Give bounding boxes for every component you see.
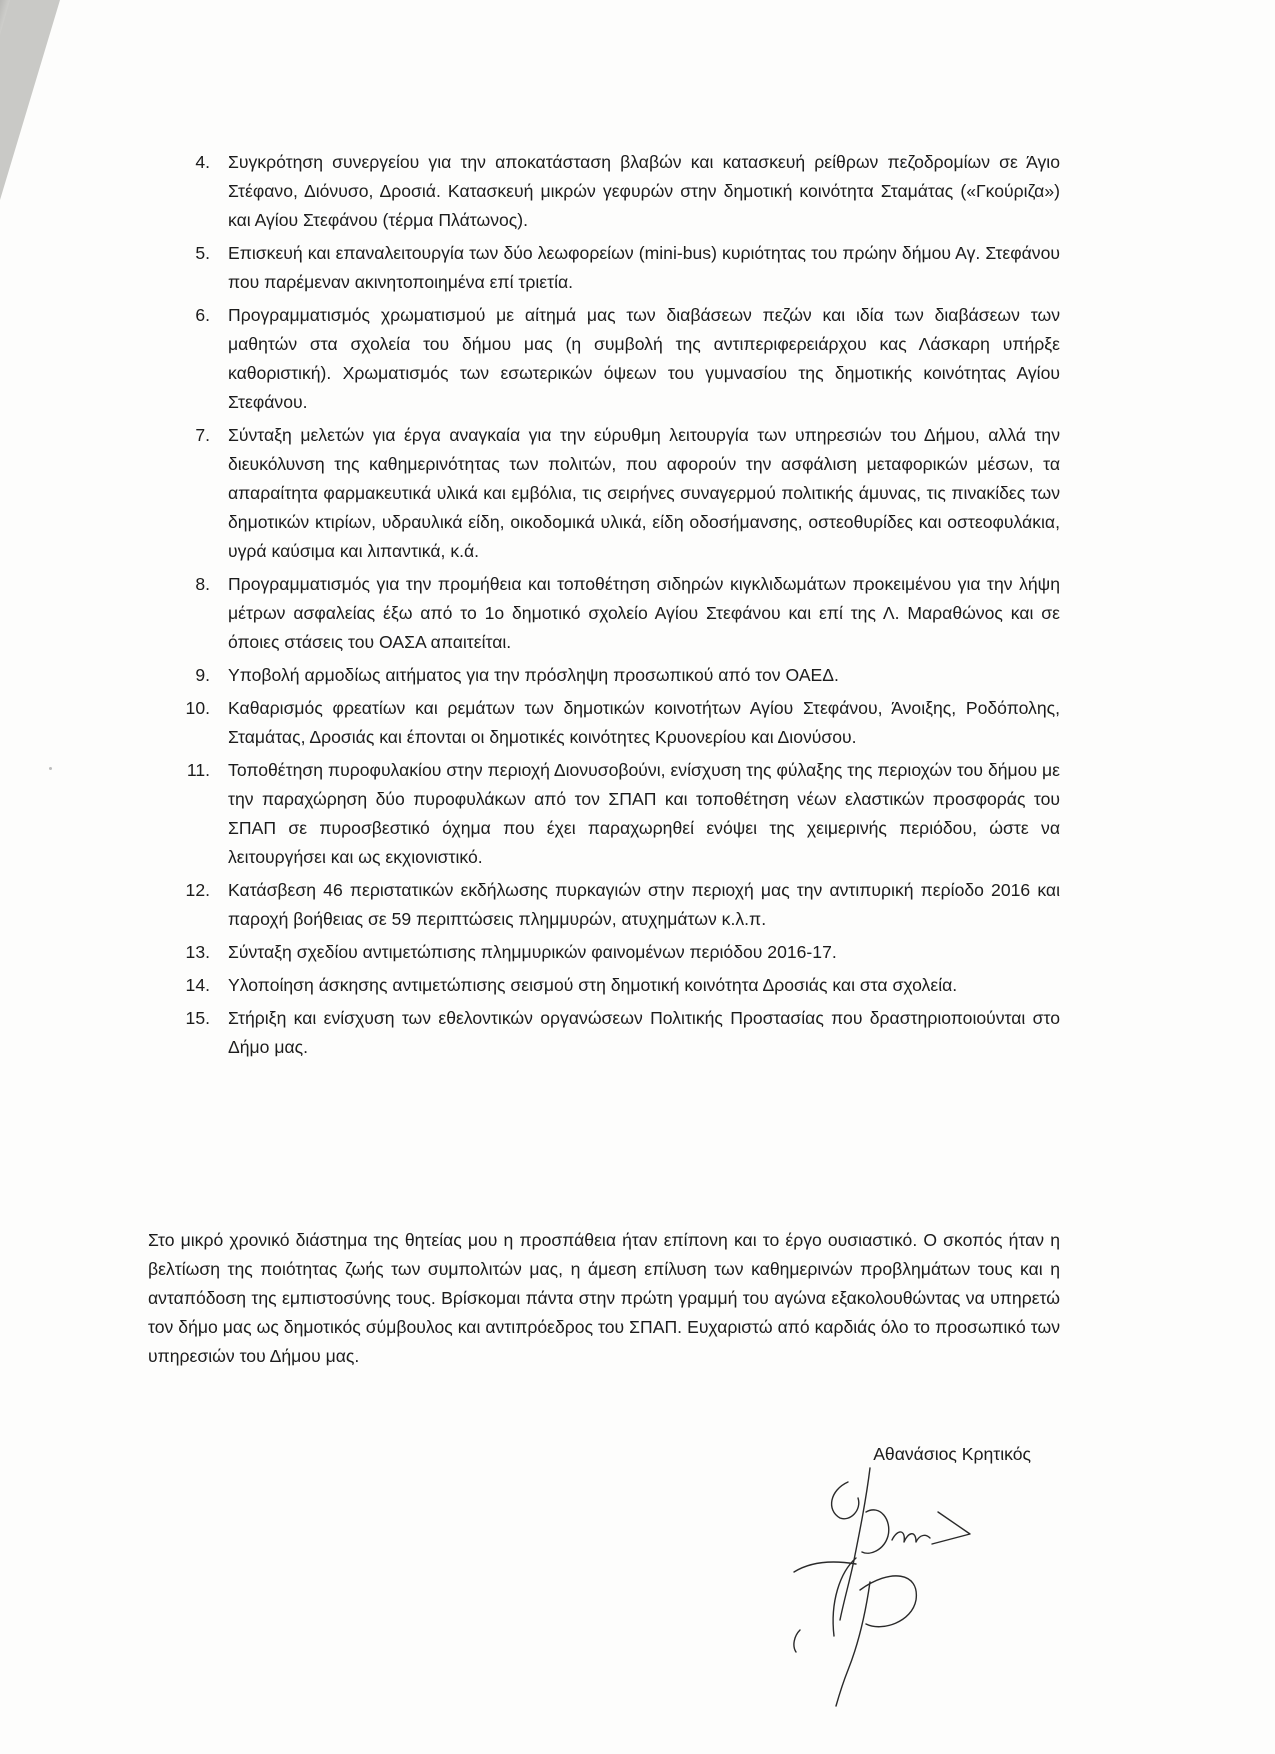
closing-paragraph: Στο μικρό χρονικό διάστημα της θητείας μου η προσπάθεια ήταν επίπονη και το έργο ουσιαστικό. Ο σκοπός ήταν η βελτίωση της ποιότητας ζωής των συμπολιτών μας, η άμεση επίλυση των καθημερινών προβλημάτων τους και η ανταπόδοση της εμπιστοσύνης τους. Βρίσκομαι πάντα στην πρώτη γραμμή του αγώνα εξακολουθώντας να υπηρετώ τον δήμο μας ως δημοτικός σύμβουλος και αντιπρόεδρος του ΣΠΑΠ. Ευχαριστώ από καρδιάς όλο το προσωπικό των υπηρεσιών του Δήμου μας. bbox=[148, 1230, 1060, 1366]
handwritten-signature bbox=[770, 1460, 1070, 1710]
list-item bbox=[148, 1004, 1060, 1062]
signatory-name: Αθανάσιος Κρητικός bbox=[873, 1444, 1031, 1464]
list-item bbox=[148, 239, 1060, 297]
item-number: 13. bbox=[185, 942, 210, 962]
item-number: 8. bbox=[195, 574, 210, 594]
item-number: 9. bbox=[195, 665, 210, 685]
item-text: Συγκρότηση συνεργείου για την αποκατάσταση βλαβών και κατασκευή ρείθρων πεζοδρομίων σε Άγιο Στέφανο, Διόνυσο, Δροσιά. Κατασκευή μικρών γεφυρών στην δημοτική κοινότητα Σταμάτας («Γκούριζα») και Αγίου Στεφάνου (τέρμα Πλάτωνος). bbox=[228, 152, 1060, 230]
item-number: 4. bbox=[195, 152, 210, 172]
item-text: Επισκευή και επαναλειτουργία των δύο λεωφορείων (mini-bus) κυριότητας του πρώην δήμου Αγ. Στεφάνου που παρέμεναν ακινητοποιημένα επί τριετία. bbox=[228, 243, 1060, 292]
list-item bbox=[148, 756, 1060, 872]
item-text: Υλοποίηση άσκησης αντιμετώπισης σεισμού στη δημοτική κοινότητα Δροσιάς και στα σχολεία. bbox=[228, 975, 958, 995]
list-item bbox=[148, 661, 1060, 690]
item-number: 11. bbox=[186, 760, 210, 780]
item-text: Καθαρισμός φρεατίων και ρεμάτων των δημοτικών κοινοτήτων Αγίου Στεφάνου, Άνοιξης, Ροδόπολης, Σταμάτας, Δροσιάς και έπονται οι δημοτικές κοινότητες Κρυονερίου και Διονύσου. bbox=[228, 698, 1060, 747]
item-text: Στήριξη και ενίσχυση των εθελοντικών οργανώσεων Πολιτικής Προστασίας που δραστηριοποιούνται στο Δήμο μας. bbox=[228, 1008, 1060, 1057]
item-number: 5. bbox=[195, 243, 210, 263]
list-item bbox=[148, 876, 1060, 934]
list-item bbox=[148, 301, 1060, 417]
item-text: Προγραμματισμός χρωματισμού με αίτημά μας των διαβάσεων πεζών και ιδία των διαβάσεων των μαθητών στα σχολεία του δήμου μας (η συμβολή της αντιπεριφερειάρχου κας Λάσκαρη υπήρξε καθοριστική). Χρωματισμός των εσωτερικών όψεων του γυμνασίου της δημοτικής κοινότητας Αγίου Στεφάνου. bbox=[228, 305, 1060, 412]
item-text: Κατάσβεση 46 περιστατικών εκδήλωσης πυρκαγιών στην περιοχή μας την αντιπυρική περίοδο 2016 και παροχή βοήθειας σε 59 περιπτώσεις πλημμυρών, ατυχημάτων κ.λ.π. bbox=[228, 880, 1060, 929]
item-number: 10. bbox=[185, 698, 210, 718]
item-text: Τοποθέτηση πυροφυλακίου στην περιοχή Διονυσοβούνι, ενίσχυση της φύλαξης της περιοχών του δήμου με την παραχώρηση δύο πυροφυλάκων από τον ΣΠΑΠ και τοποθέτηση νέων ελαστικών προσφοράς του ΣΠΑΠ σε πυροσβεστικό όχημα που έχει παραχωρηθεί ενόψει της χειμερινής περιόδου, ώστε να λειτουργήσει και ως εκχιονιστικό. bbox=[228, 760, 1060, 867]
item-text: Σύνταξη σχεδίου αντιμετώπισης πλημμυρικών φαινομένων περιόδου 2016-17. bbox=[228, 942, 837, 962]
list-item bbox=[148, 148, 1060, 235]
item-number: 14. bbox=[185, 975, 210, 995]
achievements-list bbox=[148, 148, 1060, 1066]
item-number: 7. bbox=[195, 425, 210, 445]
item-text: Υποβολή αρμοδίως αιτήματος για την πρόσληψη προσωπικού από τον ΟΑΕΔ. bbox=[228, 665, 839, 685]
folded-corner bbox=[0, 0, 60, 200]
item-number: 15. bbox=[185, 1008, 210, 1028]
item-text: Προγραμματισμός για την προμήθεια και τοποθέτηση σιδηρών κιγκλιδωμάτων προκειμένου για την λήψη μέτρων ασφαλείας έξω από το 1ο δημοτικό σχολείο Αγίου Στεφάνου και επί της Λ. Μαραθώνος και σε όποιες στάσεις του ΟΑΣΑ απαιτείται. bbox=[228, 574, 1060, 652]
item-number: 12. bbox=[185, 880, 210, 900]
scan-speck bbox=[49, 767, 52, 770]
list-item bbox=[148, 421, 1060, 566]
list-item bbox=[148, 694, 1060, 752]
item-number: 6. bbox=[195, 305, 210, 325]
list-item bbox=[148, 570, 1060, 657]
item-text: Σύνταξη μελετών για έργα αναγκαία για την εύρυθμη λειτουργία των υπηρεσιών του Δήμου, αλλά την διευκόλυνση της καθημερινότητας των πολιτών, που αφορούν την ασφάλιση μεταφορικών μέσων, τα απαραίτητα φαρμακευτικά υλικά και εμβόλια, τις σειρήνες συναγερμού πολιτικής άμυνας, τις πινακίδες των δημοτικών κτιρίων, υδραυλικά είδη, οικοδομικά υλικά, είδη οδοσήμανσης, οστεοθυρίδες και οστεοφυλάκια, υγρά καύσιμα και λιπαντικά, κ.ά. bbox=[228, 425, 1060, 561]
list-item bbox=[148, 971, 1060, 1000]
list-item bbox=[148, 938, 1060, 967]
